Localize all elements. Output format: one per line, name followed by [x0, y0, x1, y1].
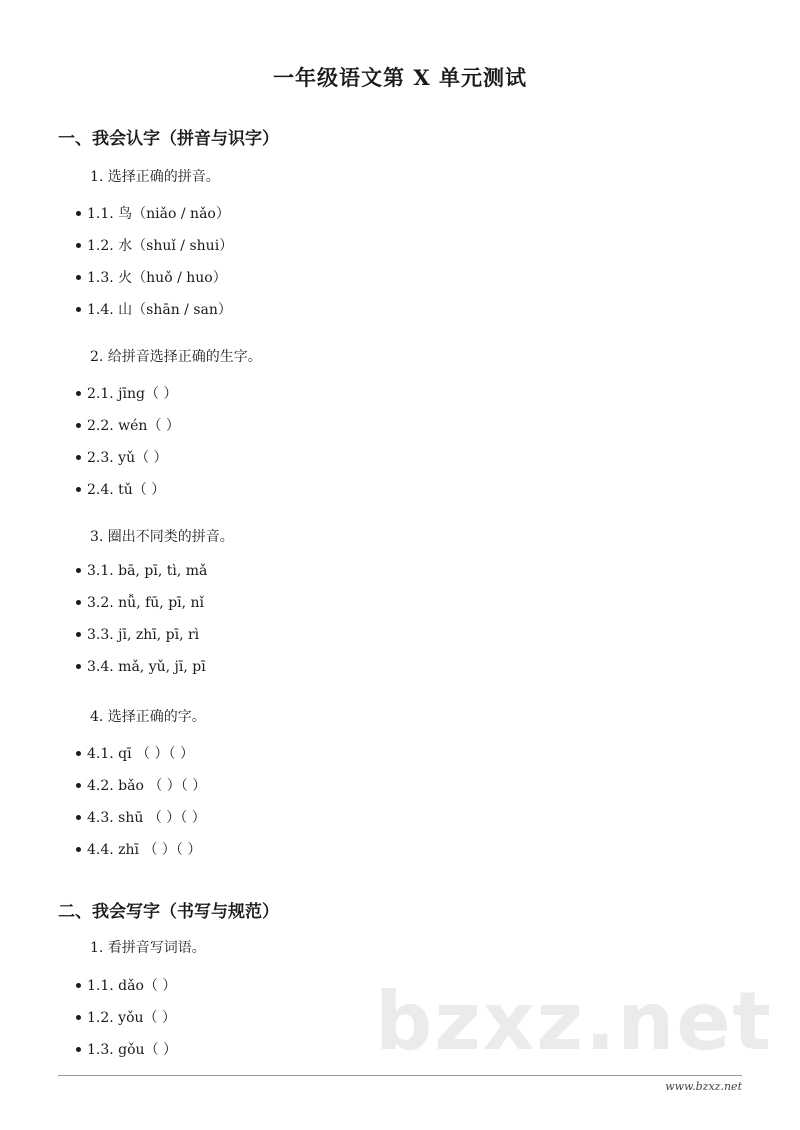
section-heading-1: 一、我会认字（拼音与识字）: [58, 129, 279, 149]
list-item: 3.1. bā, pī, tì, mǎ: [76, 563, 207, 579]
list-item: 2.4. tǔ（ ）: [76, 479, 165, 499]
list-item: 1.3. gǒu（ ）: [76, 1039, 177, 1059]
list-item: 3.2. nǚ, fū, pī, nǐ: [76, 595, 204, 611]
list-item: 4.2. bǎo （ ）（ ）: [76, 775, 206, 795]
bullet-icon: [76, 243, 81, 248]
bullet-icon: [76, 568, 81, 573]
bullet-icon: [76, 632, 81, 637]
bullet-icon: [76, 275, 81, 280]
page-title: 一年级语文第 X 单元测试: [273, 65, 527, 90]
bullet-icon: [76, 751, 81, 756]
footer-divider: [58, 1075, 742, 1076]
list-item: 2.1. jīng（ ）: [76, 383, 177, 403]
list-item: 1.4. 山（shān / san）: [76, 299, 232, 319]
bullet-icon: [76, 983, 81, 988]
list-item: 1.1. dǎo（ ）: [76, 975, 176, 995]
bullet-icon: [76, 391, 81, 396]
list-item: 1.2. 水（shuǐ / shui）: [76, 235, 233, 255]
bullet-icon: [76, 1047, 81, 1052]
bullet-icon: [76, 487, 81, 492]
list-item: 4.1. qī （ ）（ ）: [76, 743, 194, 763]
bullet-icon: [76, 847, 81, 852]
bullet-icon: [76, 600, 81, 605]
footer-url: www.bzxz.net: [665, 1080, 742, 1093]
list-item: 4.4. zhī （ ）（ ）: [76, 839, 201, 859]
question-label: 1. 看拼音写词语。: [90, 940, 206, 956]
list-item: 3.4. mǎ, yǔ, jī, pī: [76, 659, 206, 675]
bullet-icon: [76, 783, 81, 788]
bullet-icon: [76, 455, 81, 460]
list-item: 2.2. wén（ ）: [76, 415, 180, 435]
list-item: 1.1. 鸟（niǎo / nǎo）: [76, 203, 230, 223]
question-label: 4. 选择正确的字。: [90, 709, 206, 725]
bullet-icon: [76, 307, 81, 312]
bullet-icon: [76, 664, 81, 669]
bullet-icon: [76, 815, 81, 820]
bullet-icon: [76, 1015, 81, 1020]
list-item: 2.3. yǔ（ ）: [76, 447, 168, 467]
question-label: 3. 圈出不同类的拼音。: [90, 529, 234, 545]
question-label: 2. 给拼音选择正确的生字。: [90, 349, 262, 365]
list-item: 4.3. shū （ ）（ ）: [76, 807, 206, 827]
list-item: 3.3. jī, zhī, pī, rì: [76, 627, 199, 643]
watermark: bzxz.net: [375, 975, 773, 1068]
bullet-icon: [76, 423, 81, 428]
section-heading-2: 二、我会写字（书写与规范）: [58, 902, 279, 922]
list-item: 1.3. 火（huǒ / huo）: [76, 267, 227, 287]
question-label: 1. 选择正确的拼音。: [90, 169, 220, 185]
bullet-icon: [76, 211, 81, 216]
list-item: 1.2. yǒu（ ）: [76, 1007, 176, 1027]
